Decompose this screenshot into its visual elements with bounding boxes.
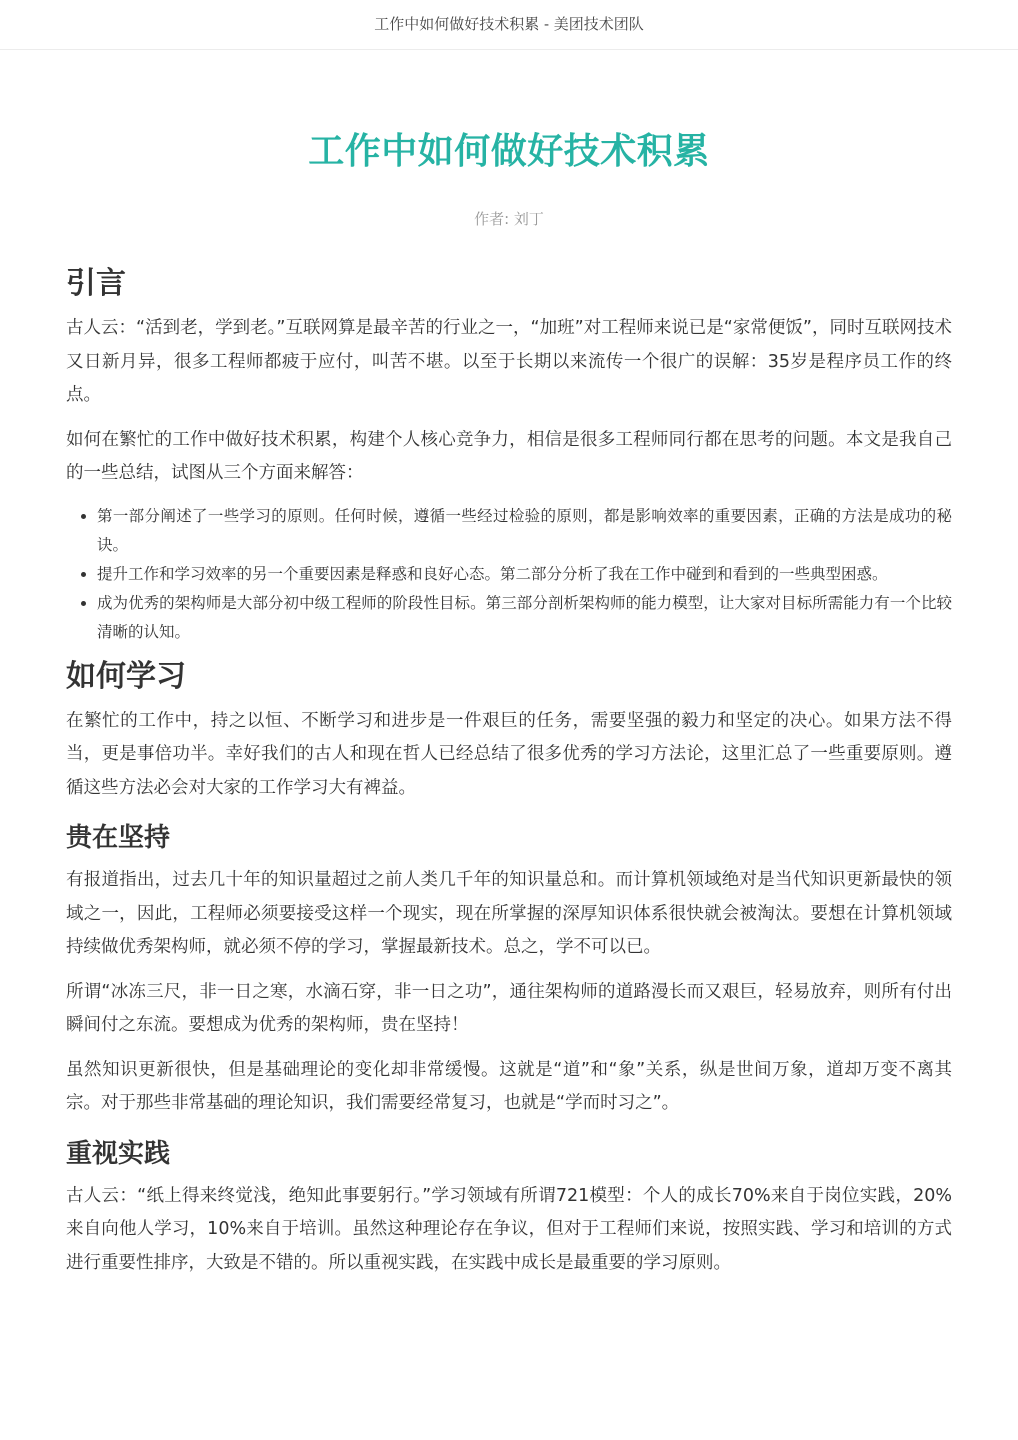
section-practice <box>66 1134 952 1281</box>
section-intro <box>66 262 952 647</box>
article-title: 工作中如何做好技术积累 <box>308 131 710 172</box>
intro-bullet-list <box>66 502 952 647</box>
practice-paragraph-1: 古人云：“纸上得来终觉浅，绝知此事要躬行。”学习领域有所谓721模型：个人的成长70%来自于岗位实践，20%来自向他人学习，10%来自于培训。虽然这种理论存在争议，但对于工程师们来说，按照实践、学习和培训的方式进行重要性排序，大致是不错的。所以重视实践，在实践中成长是最重要的学习原则。 <box>66 1185 952 1273</box>
section-heading-practice: 重视实践 <box>66 1138 171 1169</box>
section-heading-intro: 引言 <box>66 266 126 301</box>
persistence-paragraph-3: 虽然知识更新很快，但是基础理论的变化却非常缓慢。这就是“道”和“象”关系，纵是世间万象，道却万变不离其宗。对于那些非常基础的理论知识，我们需要经常复习，也就是“学而时习之”。 <box>66 1059 952 1113</box>
section-heading-learning: 如何学习 <box>66 658 186 694</box>
list-item: • 成为优秀的架构师是大部分初中级工程师的阶段性目标。第三部分剖析架构师的能力模型，让大家对目标所需能力有一个比较清晰的认知。 <box>97 589 952 647</box>
intro-paragraph-2: 如何在繁忙的工作中做好技术积累，构建个人核心竞争力，相信是很多工程师同行都在思考的问题。本文是我自己的一些总结，试图从三个方面来解答： <box>66 429 952 483</box>
persistence-paragraph-1: 有报道指出，过去几十年的知识量超过之前人类几千年的知识量总和。而计算机领域绝对是当代知识更新最快的领域之一，因此，工程师必须要接受这样一个现实，现在所掌握的深厚知识体系很快就会被淘汰。要想在计算机领域持续做优秀架构师，就必须不停的学习，掌握最新技术。总之，学不可以已。 <box>66 870 952 957</box>
persistence-paragraph-2: 所谓“冰冻三尺，非一日之寒，水滴石穿，非一日之功”，通往架构师的道路漫长而又艰巨，轻易放弃，则所有付出瞬间付之东流。要想成为优秀的架构师，贵在坚持！ <box>66 981 952 1035</box>
window-title-bar <box>0 0 1018 50</box>
intro-paragraph-1: 古人云：“活到老，学到老。”互联网算是最辛苦的行业之一，“加班”对工程师来说已是“家常便饭”，同时互联网技术又日新月异，很多工程师都疲于应付，叫苦不堪。以至于长期以来流传一个很广的误解：35岁是程序员工作的终点。 <box>66 318 952 405</box>
section-persistence <box>66 818 952 1121</box>
window-title: 工作中如何做好技术积累 - 美团技术团队 <box>374 15 644 33</box>
list-item: • 第一部分阐述了一些学习的原则。任何时候，遵循一些经过检验的原则，都是影响效率的重要因素，正确的方法是成功的秘诀。 <box>97 502 952 560</box>
section-learning <box>66 655 952 806</box>
article-author: 作者: 刘丁 <box>474 210 544 228</box>
article-body <box>66 262 952 1291</box>
section-heading-persistence: 贵在坚持 <box>66 823 171 853</box>
learning-paragraph-1: 在繁忙的工作中，持之以恒、不断学习和进步是一件艰巨的任务，需要坚强的毅力和坚定的决心。如果方法不得当，更是事倍功半。幸好我们的古人和现在哲人已经总结了很多优秀的学习方法论，这里汇总了一些重要原则。遵循这些方法必会对大家的工作学习大有裨益。 <box>66 710 952 798</box>
list-item: • 提升工作和学习效率的另一个重要因素是释惑和良好心态。第二部分分析了我在工作中碰到和看到的一些典型困惑。 <box>97 560 952 589</box>
